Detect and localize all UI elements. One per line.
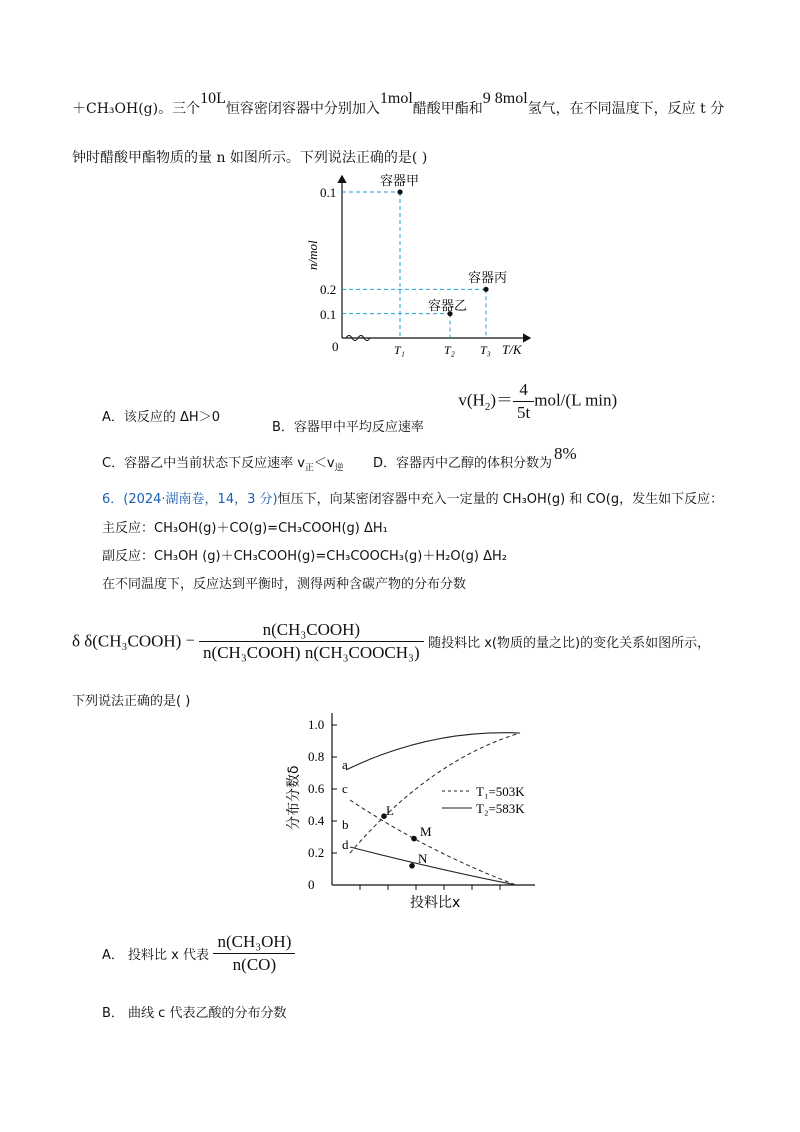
- chart1-point-0: [397, 189, 402, 194]
- chart1-ytick-0.6: 0.1: [320, 185, 337, 200]
- curve-label-a: a: [342, 757, 348, 772]
- q5-line1-mid2: 醋酸甲酯和: [412, 101, 483, 117]
- chart1-point-2: [483, 287, 488, 292]
- curve-label-c: c: [342, 781, 348, 796]
- legend-t2: T₂=583K: [476, 801, 525, 816]
- q6-source: 6．(2024·湖南卷，14，3 分): [102, 492, 278, 507]
- chart1-ylabel: n/mol: [305, 240, 320, 270]
- q5-d-val: 8%: [554, 444, 577, 463]
- q5-b-frac: [513, 380, 534, 423]
- q5-b-sub: 2: [484, 400, 491, 413]
- q6-formula-line: [72, 620, 710, 663]
- chart2-ytick-label: 0.2: [308, 845, 325, 860]
- q5-c-sub2: 逆: [334, 463, 344, 474]
- q5-d-text: D．容器丙中乙醇的体积分数为: [373, 456, 553, 471]
- chart1-xtick-t2: T₂: [444, 343, 455, 357]
- q6-a-prefix: A． 投料比 x 代表: [102, 948, 209, 963]
- q6-formula-minus: −: [185, 632, 195, 650]
- chart1-ytick-0.2: 0.2: [320, 282, 337, 297]
- chart2-point-n: [409, 863, 415, 869]
- q5-b-frac-den: 5t: [517, 403, 531, 422]
- chart-n-vs-t: [290, 170, 540, 360]
- chart2-ytick-label: 0: [308, 877, 315, 892]
- chart1-ytick-0.1: 0.1: [320, 307, 337, 322]
- q5-line1: [72, 90, 725, 118]
- q5-line1-suffix: 氢气，在不同温度下，反应 t 分: [527, 101, 725, 117]
- chart1-label-bing: 容器丙: [468, 271, 508, 286]
- q6-a-den: n(CO): [232, 955, 277, 974]
- q6-description: 在不同温度下，反应达到平衡时，测得两种含碳产物的分布分数: [102, 577, 467, 592]
- curve-label-d: d: [342, 837, 349, 852]
- q5-c-sub1: 正: [304, 463, 314, 474]
- chart1-xtick-t1: T₁: [394, 343, 405, 357]
- q5-option-a: A．该反应的 ΔH＞0: [102, 410, 220, 425]
- curve-d-solid: [350, 847, 516, 885]
- point-label-l: L: [386, 803, 394, 818]
- point-label-n: N: [418, 851, 428, 866]
- chart2-ytick-label: 1.0: [308, 717, 325, 732]
- q5-option-b: [272, 380, 618, 436]
- curve-a-solid: [346, 733, 520, 770]
- chart1-label-jia: 容器甲: [380, 174, 420, 189]
- chart1-origin: 0: [332, 339, 339, 354]
- q5-line2: 钟时醋酸甲酯物质的量 n 如图所示。下列说法正确的是( ): [72, 150, 428, 166]
- q5-h2-amount: 9 8mol: [482, 90, 528, 107]
- q5-c-prefix: C．容器乙中当前状态下反应速率 v: [102, 456, 305, 471]
- chart2-xlabel: 投料比x: [410, 895, 461, 911]
- q6-side-reaction: 副反应：CH₃OH (g)＋CH₃COOH(g)=CH₃COOCH₃(g)＋H₂O(g) ΔH₂: [102, 549, 507, 564]
- q5-volume: 10L: [200, 90, 226, 107]
- q6-a-num: n(CH₃OH): [213, 932, 295, 954]
- q5-line1-mid: 恒容密闭容器中分别加入: [225, 101, 380, 117]
- q5-option-b-formula: [458, 380, 617, 423]
- q6-option-b: B． 曲线 c 代表乙酸的分布分数: [102, 1006, 287, 1021]
- q6-formula-den: n(CH₃COOH) n(CH₃COOCH₃): [203, 643, 420, 662]
- q5-c-lt: ＜v: [313, 456, 335, 471]
- chart1-xlabel: T/K: [502, 342, 522, 357]
- q6-header-rest: 恒压下，向某密闭容器中充入一定量的 CH₃OH(g) 和 CO(g，发生如下反应：: [277, 492, 724, 507]
- q6-formula-tail: 随投料比 x(物质的量之比)的变化关系如图所示，: [428, 636, 711, 651]
- q5-amount: 1mol: [379, 90, 413, 107]
- q5-option-c: [102, 452, 344, 474]
- q5-b-eq: )＝: [490, 390, 513, 410]
- chart2-ytick-label: 0.8: [308, 749, 325, 764]
- q6-question: 下列说法正确的是( ): [72, 694, 191, 709]
- q5-b-lhs: v(H: [458, 390, 485, 410]
- q5-option-d: [373, 444, 577, 472]
- curve-label-b: b: [342, 817, 349, 832]
- q6-formula-frac: [199, 620, 424, 663]
- chart1-xtick-t3: T₃: [480, 343, 491, 357]
- q6-formula-num: n(CH₃COOH): [199, 620, 424, 642]
- q6-formula-lhs: δ δ(CH₃COOH): [72, 631, 186, 651]
- q5-line1-prefix: ＋CH₃OH(g)。三个: [72, 101, 201, 117]
- q6-main-reaction: 主反应：CH₃OH(g)＋CO(g)=CH₃COOH(g) ΔH₁: [102, 521, 388, 536]
- q6-option-a: [102, 932, 295, 975]
- q5-b-frac-num: 4: [513, 380, 534, 402]
- q5-option-b-prefix: B．容器甲中平均反应速率: [272, 420, 424, 436]
- q5-b-unit: mol/(L min): [534, 390, 618, 410]
- legend-t1: T₁=503K: [476, 784, 525, 799]
- chart2-point-m: [411, 836, 417, 842]
- chart-distribution: [280, 705, 550, 920]
- q6-header: [102, 488, 723, 507]
- q6-a-frac: [213, 932, 295, 975]
- chart1-label-yi: 容器乙: [428, 299, 468, 314]
- point-label-m: M: [420, 824, 432, 839]
- chart2-ytick-label: 0.6: [308, 781, 325, 796]
- chart2-ylabel: 分布分数δ: [286, 765, 302, 830]
- chart2-ytick-label: 0.4: [308, 813, 325, 828]
